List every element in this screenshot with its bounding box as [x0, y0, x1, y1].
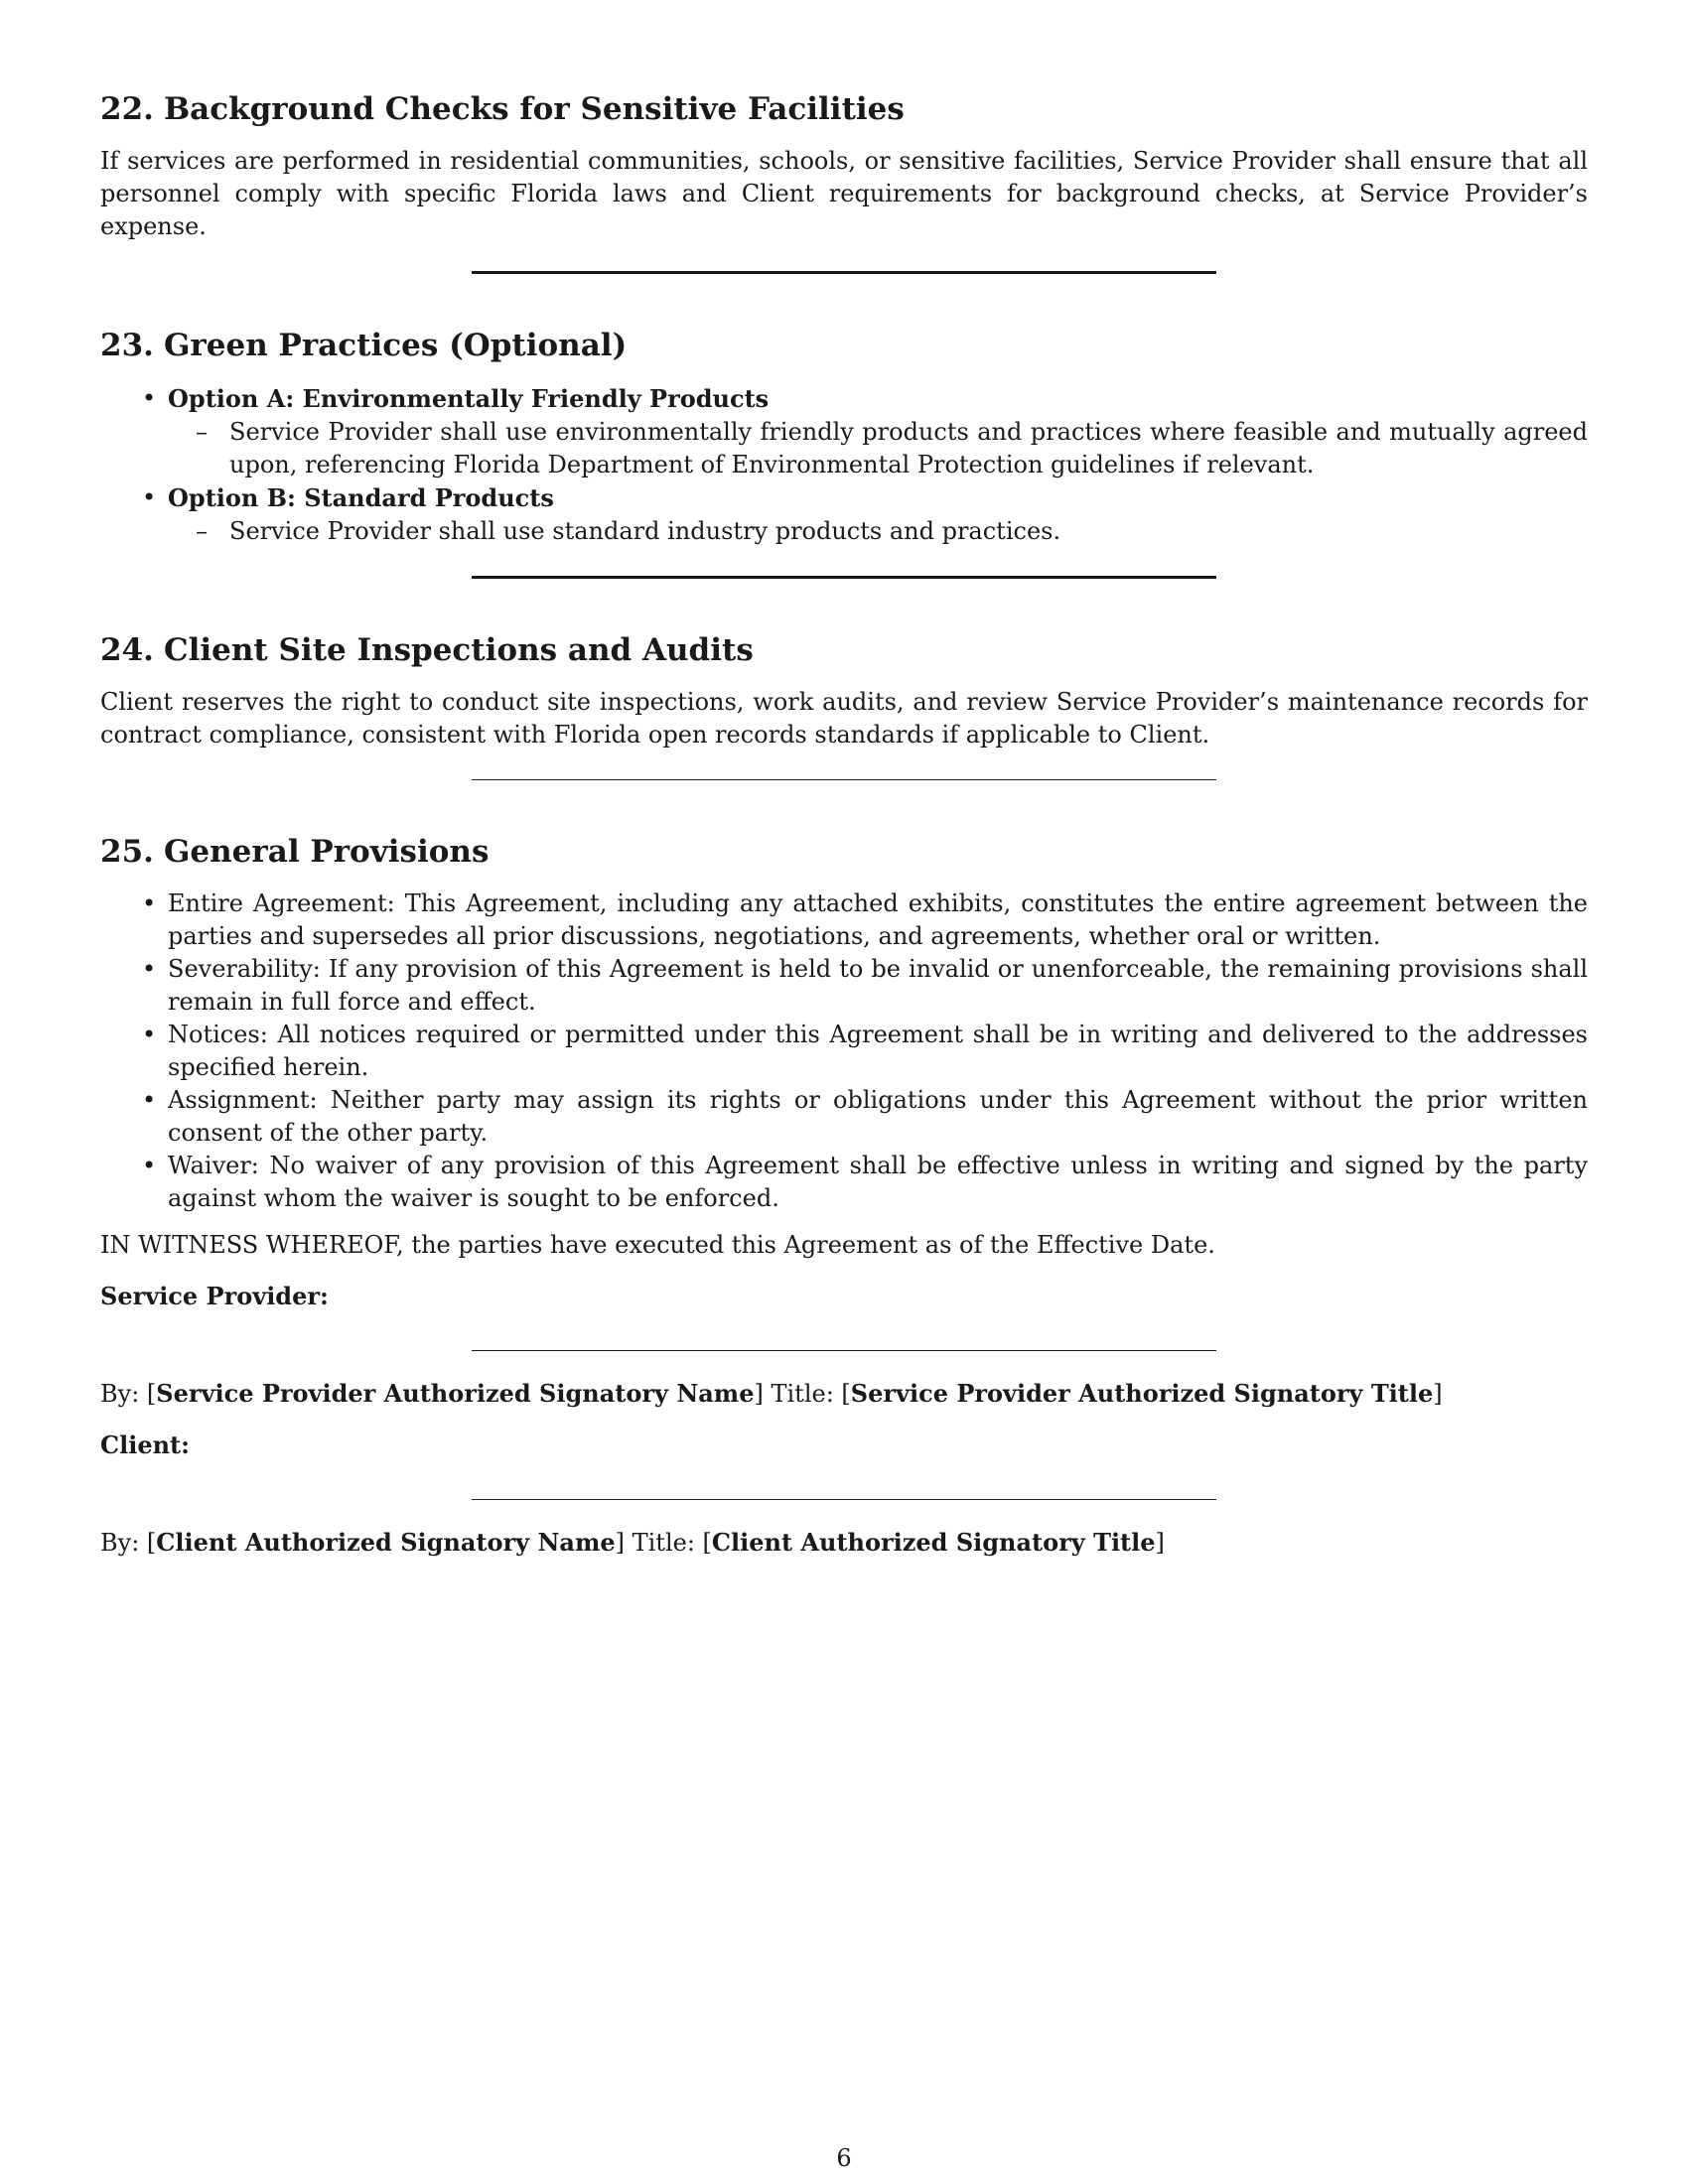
service-provider-signatory: By: [Service Provider Authorized Signatory Name] Title: [Service Provider Authorized Signatory Title] — [100, 1379, 1443, 1409]
list-item — [100, 1084, 1588, 1150]
signatory-title: Service Provider Authorized Signatory Title — [850, 1379, 1434, 1409]
provisions-list — [100, 887, 1588, 1215]
section-title: Client Site Inspections and Audits — [163, 631, 754, 668]
option-detail: Service Provider shall use standard industry products and practices. — [229, 516, 1061, 545]
list-item — [168, 416, 1588, 481]
client-label: Client: — [100, 1431, 190, 1460]
section-body: If services are performed in residential communities, schools, or sensitive facilities, Service Provider shall ensure that all personnel comply with specific Florida laws and Client requirements for background checks, at Service Provider’s expense. — [100, 147, 1588, 241]
section-title: Background Checks for Sensitive Facilities — [163, 91, 905, 127]
provision-text: Waiver: No waiver of any provision of this Agreement shall be effective unless in writing and signed by the party against whom the waiver is sought to be enforced. — [168, 1152, 1588, 1213]
section-number: 23. — [100, 328, 154, 364]
bullet-icon: • — [142, 1021, 157, 1049]
title-prefix: Title: — [632, 1529, 695, 1558]
section-number: 24. — [100, 631, 154, 668]
option-title: Option A: Environmentally Friendly Products — [168, 383, 770, 413]
witness-statement: IN WITNESS WHEREOF, the parties have executed this Agreement as of the Effective Date. — [100, 1231, 1215, 1260]
signature-line — [472, 1499, 1216, 1500]
document-page — [100, 89, 1588, 1560]
section-heading — [100, 832, 1588, 872]
signature-line — [472, 1350, 1216, 1351]
option-detail-list — [168, 515, 1588, 548]
title-prefix: Title: — [771, 1380, 834, 1409]
section-23 — [100, 326, 1588, 547]
dash-icon: – — [196, 516, 208, 545]
list-item — [100, 887, 1588, 953]
bullet-icon: • — [142, 889, 157, 918]
option-title: Option B: Standard Products — [168, 482, 554, 512]
list-item — [100, 481, 1588, 548]
dash-icon: – — [196, 417, 208, 446]
option-detail-list — [168, 416, 1588, 481]
bullet-icon: • — [142, 482, 157, 511]
section-24 — [100, 630, 1588, 751]
list-item — [100, 382, 1588, 481]
service-provider-label: Service Provider: — [100, 1282, 329, 1311]
list-item — [100, 1150, 1588, 1215]
list-item — [168, 515, 1588, 548]
provision-text: Entire Agreement: This Agreement, including any attached exhibits, constitutes the entire agreement between the parties and supersedes all prior discussions, negotiations, and agreements, whether oral or written. — [168, 889, 1588, 951]
section-number: 25. — [100, 833, 154, 870]
section-number: 22. — [100, 91, 154, 127]
list-item — [100, 1019, 1588, 1084]
list-item — [100, 953, 1588, 1019]
section-25 — [100, 832, 1588, 1560]
provision-text: Assignment: Neither party may assign its rights or obligations under this Agreement without the prior written consent of the other party. — [168, 1086, 1588, 1148]
provision-text: Notices: All notices required or permitted under this Agreement shall be in writing and delivered to the addresses specified herein. — [168, 1021, 1588, 1082]
page-number: 6 — [836, 2144, 852, 2172]
section-body: Client reserves the right to conduct site inspections, work audits, and review Service Provider’s maintenance records for contract compliance, consistent with Florida open records standards if applicable to Client. — [100, 687, 1588, 749]
signatory-name: Client Authorized Signatory Name — [156, 1528, 616, 1558]
section-divider — [472, 779, 1216, 780]
by-prefix: By: — [100, 1380, 140, 1409]
section-heading — [100, 89, 1588, 129]
section-heading — [100, 630, 1588, 670]
section-divider — [472, 271, 1216, 274]
options-list — [100, 382, 1588, 548]
bullet-icon: • — [142, 955, 157, 984]
provision-text: Severability: If any provision of this Agreement is held to be invalid or unenforceable, the remaining provisions shall remain in full force and effect. — [168, 955, 1588, 1017]
section-heading — [100, 326, 1588, 365]
section-title: Green Practices (Optional) — [163, 328, 628, 364]
by-prefix: By: — [100, 1529, 140, 1558]
section-title: General Provisions — [163, 833, 490, 870]
section-divider — [472, 576, 1216, 579]
signatory-title: Client Authorized Signatory Title — [711, 1528, 1156, 1558]
bullet-icon: • — [142, 1152, 157, 1180]
option-detail: Service Provider shall use environmentally friendly products and practices where feasible and mutually agreed upon, referencing Florida Department of Environmental Protection guidelines if relevant. — [229, 417, 1588, 478]
client-signatory: By: [Client Authorized Signatory Name] Title: [Client Authorized Signatory Title] — [100, 1528, 1165, 1558]
bullet-icon: • — [142, 1086, 157, 1115]
section-22 — [100, 89, 1588, 243]
bullet-icon: • — [142, 383, 157, 412]
signatory-name: Service Provider Authorized Signatory Name — [156, 1379, 755, 1409]
